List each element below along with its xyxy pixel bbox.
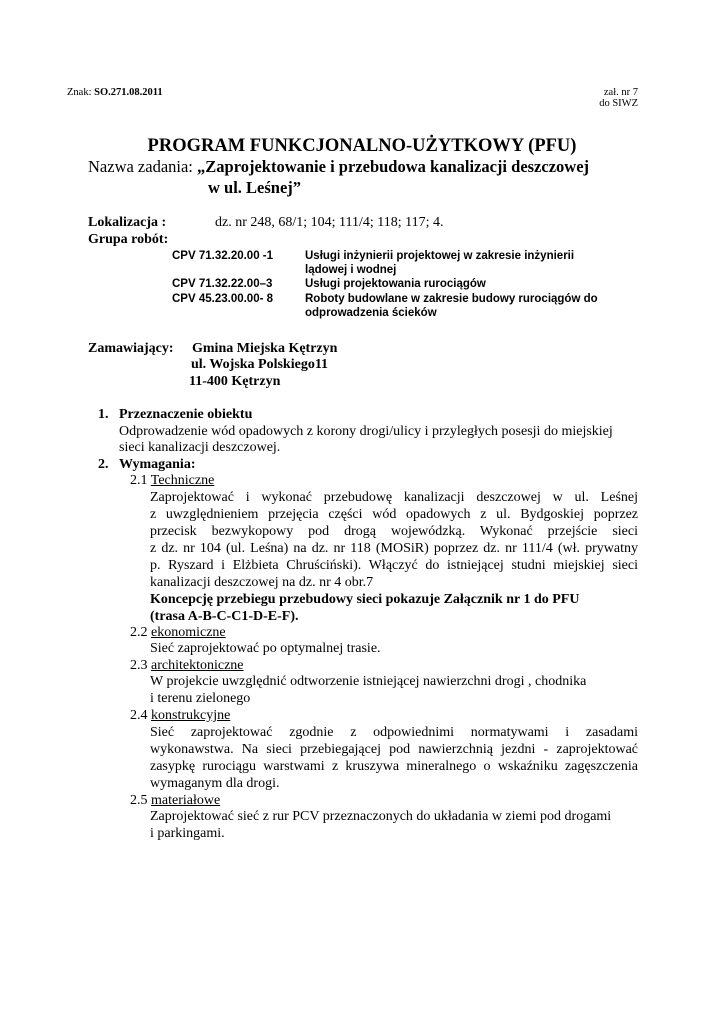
paragraph-line: Sieć zaprojektować po optymalnej trasie. bbox=[150, 641, 381, 656]
paragraph-line: p. Ryszard i Elżbieta Chruściński). Włączyć do istniejącej studni miejskiej sieci bbox=[150, 558, 638, 573]
attachment-line: zał. nr 7 bbox=[603, 87, 638, 98]
section-number: 1. bbox=[98, 407, 109, 422]
cpv-code: CPV 71.32.22.00–3 bbox=[172, 278, 273, 290]
document-title: PROGRAM FUNKCJONALNO-UŻYTKOWY (PFU) bbox=[147, 136, 577, 156]
subsection-heading: 2.4 konstrukcyjne bbox=[130, 708, 231, 723]
paragraph-line: W projekcie uwzględnić odtworzenie istniejącej nawierzchni drogi , chodnika bbox=[150, 674, 587, 689]
paragraph-line: Zaprojektować sieć z rur PCV przeznaczonych do układania w ziemi pod drogami bbox=[150, 809, 612, 824]
paragraph-line: Odprowadzenie wód opadowych z korony drogi/ulicy i przyległych posesji do miejskiej bbox=[119, 424, 613, 439]
paragraph bbox=[150, 489, 638, 625]
paragraph bbox=[150, 724, 638, 792]
paragraph-line: z dz. nr 104 (ul. Leśna) na dz. nr 118 (MOSiR) poprzez dz. nr 111/4 (wł. prywatny bbox=[150, 541, 638, 556]
location-label: Lokalizacja : bbox=[88, 215, 167, 230]
cpv-code: CPV 45.23.00.00- 8 bbox=[172, 293, 274, 305]
cpv-desc: odprowadzenia ścieków bbox=[305, 307, 437, 319]
cpv-desc: Usługi projektowania rurociągów bbox=[305, 278, 486, 290]
cpv-desc: Usługi inżynierii projektowej w zakresie inżynierii bbox=[305, 250, 575, 262]
attachment-note bbox=[599, 87, 638, 109]
paragraph-line: wykonawstwa. Na sieci przebiegającej pod nawierzchnią jezdni - zaprojektować bbox=[150, 742, 638, 757]
paragraph-line: kanalizacji deszczowej na dz. nr 4 obr.7 bbox=[150, 575, 374, 590]
paragraph-line: z uwzględnieniem przejęcia części wód opadowych z ul. Bydgoskiej poprzez bbox=[150, 507, 638, 522]
subsection-heading: 2.2 ekonomiczne bbox=[130, 625, 226, 640]
orderer-street: ul. Wojska Polskiego11 bbox=[191, 357, 329, 372]
paragraph-line: Sieć zaprojektować zgodnie z odpowiednimi normatywami i zasadami bbox=[150, 725, 638, 740]
task-label: Nazwa zadania: bbox=[88, 157, 193, 176]
orderer-name: Gmina Miejska Kętrzyn bbox=[192, 341, 338, 356]
cpv-code: CPV 71.32.20.00 -1 bbox=[172, 250, 274, 262]
cpv-desc: lądowej i wodnej bbox=[305, 264, 397, 276]
orderer-label: Zamawiający: bbox=[88, 341, 174, 356]
section-number: 2. bbox=[98, 457, 109, 472]
task-name-line bbox=[88, 157, 589, 177]
section-title: Wymagania: bbox=[119, 457, 196, 472]
orderer-city: 11-400 Kętrzyn bbox=[189, 374, 281, 389]
reference-number: Znak: SO.271.08.2011 bbox=[67, 87, 163, 98]
paragraph-line: przecisk bezwykopowy pod drogą wojewódzką. Wykonać przejście sieci bbox=[150, 524, 638, 539]
paragraph-line: sieci kanalizacji deszczowej. bbox=[119, 440, 281, 455]
bold-line: Koncepcję przebiegu przebudowy sieci pokazuje Załącznik nr 1 do PFU bbox=[150, 592, 580, 607]
section-title: Przeznaczenie obiektu bbox=[119, 407, 253, 422]
subsection-heading: 2.3 architektoniczne bbox=[130, 658, 244, 673]
location-value: dz. nr 248, 68/1; 104; 111/4; 118; 117; 4. bbox=[215, 215, 444, 230]
paragraph-line: wymaganym dla drogi. bbox=[150, 776, 280, 791]
subsection-heading: 2.5 materiałowe bbox=[130, 793, 221, 808]
task-name: „Zaprojektowanie i przebudowa kanalizacji deszczowej bbox=[197, 157, 590, 176]
works-group-label: Grupa robót: bbox=[88, 232, 169, 247]
task-name-cont: w ul. Leśnej” bbox=[208, 178, 302, 197]
paragraph-line: i terenu zielonego bbox=[150, 691, 251, 706]
paragraph-line: i parkingami. bbox=[150, 826, 225, 841]
cpv-desc: Roboty budowlane w zakresie budowy rurociągów do bbox=[305, 293, 598, 305]
paragraph-line: Zaprojektować i wykonać przebudowę kanalizacji deszczowej w ul. Leśnej bbox=[150, 490, 638, 505]
bold-line: (trasa A-B-C-C1-D-E-F). bbox=[150, 609, 299, 624]
subsection-heading: 2.1 Techniczne bbox=[130, 473, 215, 488]
paragraph-line: zasypkę rurociągu warstwami z kruszywa mineralnego o wskaźniku zagęszczenia bbox=[150, 759, 638, 774]
attachment-line: do SIWZ bbox=[599, 98, 638, 109]
